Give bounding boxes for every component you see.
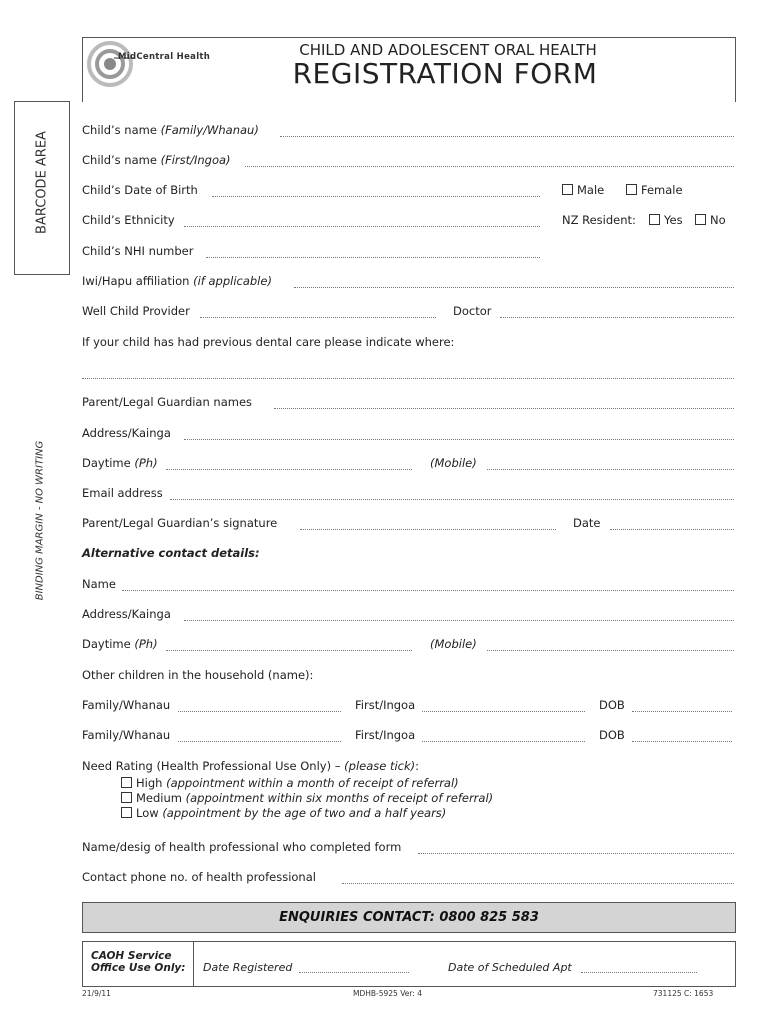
iwi-line[interactable]	[294, 277, 734, 288]
alt-name-line[interactable]	[122, 580, 734, 591]
footer-code: MDHB-5925 Ver: 4	[353, 989, 423, 998]
date-scheduled-label: Date of Scheduled Apt	[448, 961, 572, 974]
barcode-area	[14, 101, 70, 275]
logo-text: MidCentral Health	[118, 52, 211, 62]
checkbox-icon[interactable]	[121, 792, 132, 803]
doctor-label: Doctor	[453, 304, 492, 318]
child1-dob-line[interactable]	[632, 701, 732, 712]
checkbox-icon[interactable]	[121, 807, 132, 818]
address-line[interactable]	[184, 429, 734, 440]
child2-first-label: First/Ingoa	[355, 728, 416, 742]
need-low-option[interactable]: Low (appointment by the age of two and a half years)	[121, 806, 446, 820]
child2-dob-line[interactable]	[632, 731, 732, 742]
male-checkbox[interactable]: Male	[562, 183, 604, 197]
office-divider	[193, 942, 194, 986]
office-use-label: CAOH Service Office Use Only:	[91, 950, 186, 974]
ethnicity-field[interactable]: Child’s Ethnicity	[82, 213, 175, 227]
alt-contact-heading: Alternative contact details:	[82, 546, 260, 560]
footer-ref: 731125 C: 1653	[653, 989, 714, 998]
dob-line[interactable]	[212, 186, 540, 197]
binding-margin-label: BINDING MARGIN - NO WRITING	[34, 440, 46, 601]
child2-first-line[interactable]	[422, 731, 585, 742]
email-line[interactable]	[170, 489, 734, 500]
footer-date: 21/9/11	[82, 989, 111, 998]
checkbox-icon[interactable]	[649, 214, 660, 225]
alt-mobile-label: (Mobile)	[430, 637, 477, 651]
child2-family-line[interactable]	[178, 731, 341, 742]
checkbox-icon[interactable]	[121, 777, 132, 788]
professional-phone-field[interactable]: Contact phone no. of health professional	[82, 870, 316, 884]
child1-family-field[interactable]: Family/Whanau	[82, 698, 171, 712]
well-child-line[interactable]	[200, 307, 436, 318]
dental-care-label: If your child has had previous dental care please indicate where:	[82, 335, 455, 349]
need-medium-option[interactable]: Medium (appointment within six months of receipt of referral)	[121, 791, 493, 805]
date-line[interactable]	[610, 519, 734, 530]
alt-daytime-line[interactable]	[166, 640, 412, 651]
iwi-field[interactable]: Iwi/Hapu affiliation (if applicable)	[82, 274, 272, 288]
form-subtitle: CHILD AND ADOLESCENT ORAL HEALTH	[299, 41, 597, 59]
child2-dob-label: DOB	[599, 728, 625, 742]
ethnicity-line[interactable]	[184, 216, 540, 227]
first-name-line[interactable]	[245, 156, 734, 167]
address-field[interactable]: Address/Kainga	[82, 426, 171, 440]
daytime-field[interactable]: Daytime (Ph)	[82, 456, 158, 470]
checkbox-icon[interactable]	[626, 184, 637, 195]
need-rating-heading: Need Rating (Health Professional Use Only) – (please tick):	[82, 759, 420, 773]
date-registered-label: Date Registered	[203, 961, 293, 974]
mobile-line[interactable]	[487, 459, 734, 470]
signature-field[interactable]: Parent/Legal Guardian’s signature	[82, 516, 278, 530]
guardian-names-field[interactable]: Parent/Legal Guardian names	[82, 395, 253, 409]
alt-name-field[interactable]: Name	[82, 577, 116, 591]
child2-family-field[interactable]: Family/Whanau	[82, 728, 171, 742]
signature-line[interactable]	[300, 519, 556, 530]
child1-first-label: First/Ingoa	[355, 698, 416, 712]
yes-checkbox[interactable]: Yes	[649, 213, 683, 227]
family-name-line[interactable]	[280, 126, 734, 137]
professional-phone-line[interactable]	[342, 873, 734, 884]
logo-icon	[86, 40, 134, 88]
barcode-label: BARCODE AREA	[34, 131, 50, 234]
alt-mobile-line[interactable]	[487, 640, 734, 651]
dental-care-line[interactable]	[82, 368, 734, 379]
date-label: Date	[573, 516, 601, 530]
first-name-field[interactable]: Child’s name (First/Ingoa)	[82, 153, 231, 167]
other-children-heading: Other children in the household (name):	[82, 668, 314, 682]
form-title: REGISTRATION FORM	[292, 57, 598, 90]
email-field[interactable]: Email address	[82, 486, 163, 500]
enquiries-text: ENQUIRIES CONTACT: 0800 825 583	[279, 910, 539, 925]
family-name-field[interactable]: Child’s name (Family/Whanau)	[82, 123, 259, 137]
nz-resident-label: NZ Resident:	[562, 213, 636, 227]
enquiries-banner	[82, 902, 736, 933]
daytime-line[interactable]	[166, 459, 412, 470]
mobile-label: (Mobile)	[430, 456, 477, 470]
alt-address-line[interactable]	[184, 610, 734, 621]
female-checkbox[interactable]: Female	[626, 183, 683, 197]
child1-family-line[interactable]	[178, 701, 341, 712]
guardian-names-line[interactable]	[274, 398, 734, 409]
professional-name-line[interactable]	[418, 843, 734, 854]
child1-dob-label: DOB	[599, 698, 625, 712]
professional-name-field[interactable]: Name/desig of health professional who completed form	[82, 840, 402, 854]
checkbox-icon[interactable]	[695, 214, 706, 225]
alt-daytime-field[interactable]: Daytime (Ph)	[82, 637, 158, 651]
well-child-field[interactable]: Well Child Provider	[82, 304, 190, 318]
no-checkbox[interactable]: No	[695, 213, 726, 227]
child1-first-line[interactable]	[422, 701, 585, 712]
office-use-box	[82, 941, 736, 987]
dob-field[interactable]: Child’s Date of Birth	[82, 183, 198, 197]
need-high-option[interactable]: High (appointment within a month of receipt of referral)	[121, 776, 459, 790]
doctor-line[interactable]	[500, 307, 734, 318]
checkbox-icon[interactable]	[562, 184, 573, 195]
date-scheduled-line[interactable]	[581, 962, 697, 973]
nhi-line[interactable]	[206, 247, 540, 258]
date-registered-line[interactable]	[299, 962, 409, 973]
nhi-field[interactable]: Child’s NHI number	[82, 244, 194, 258]
alt-address-field[interactable]: Address/Kainga	[82, 607, 171, 621]
